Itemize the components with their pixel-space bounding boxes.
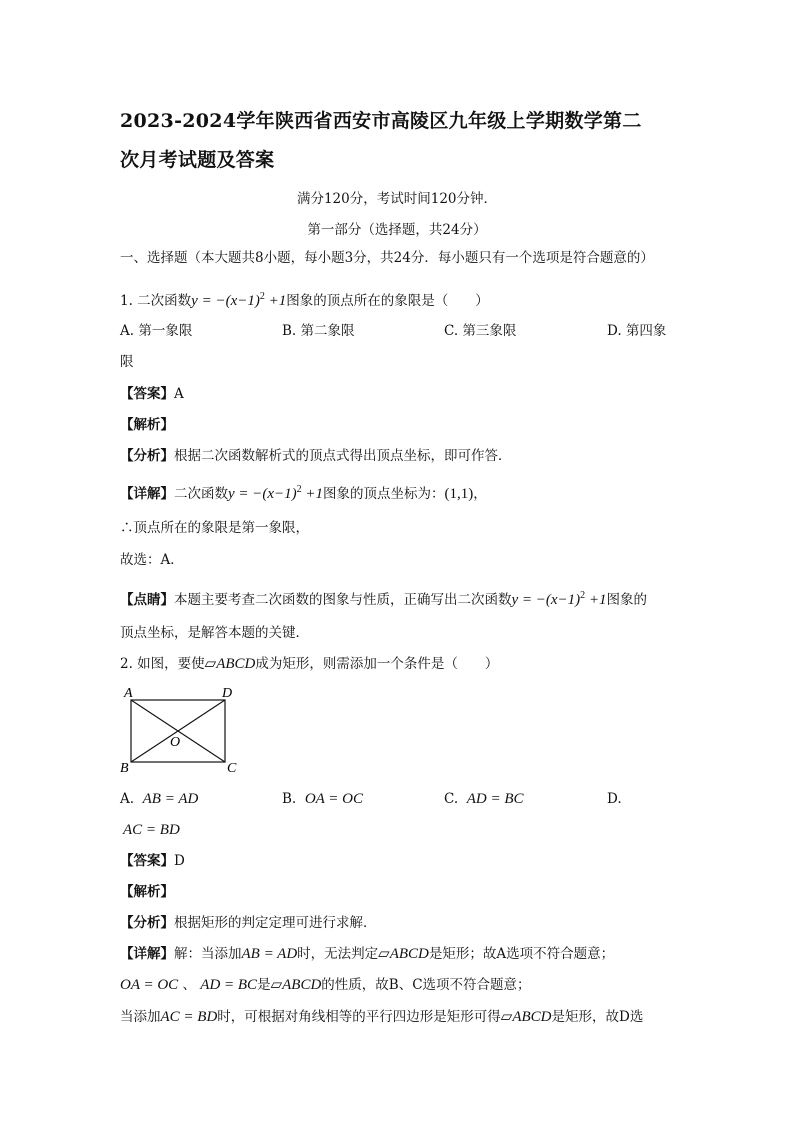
- question-2-option-a: A. AB = AD: [120, 791, 199, 807]
- question-1-option-b: B. 第二象限: [282, 323, 355, 339]
- question-1-option-a: A. 第一象限: [120, 323, 193, 339]
- question-2-detail-3: 当添加AC = BD时，可根据对角线相等的平行四边形是矩形可得▱ABCD是矩形，故D选: [120, 1009, 644, 1025]
- question-1-suffix: 图象的顶点所在的象限是（ ）: [286, 293, 489, 309]
- question-2-analysis-label: 【解析】: [120, 884, 174, 900]
- label-a: A: [124, 686, 133, 701]
- question-1-option-d-wrap: 限: [120, 354, 134, 370]
- question-1-analysis-label: 【解析】: [120, 417, 174, 433]
- question-2-detail-1: 【详解】解：当添加AB = AD时，无法判定▱ABCD是矩形；故A选项不符合题意；: [120, 946, 615, 962]
- question-1-option-d: D. 第四象: [607, 323, 667, 339]
- question-1-dianjing: 【点睛】本题主要考查二次函数的图象与性质，正确写出二次函数$y = -(x-1)^2 +1$图象的: [120, 590, 648, 608]
- question-1-xiangjie: 【详解】二次函数$y = -(x-1)^2 +1$图象的顶点坐标为：(1,1)，: [120, 484, 487, 502]
- question-2-detail-2: OA = OC 、 AD = BC是▱ABCD的性质，故B、C选项不符合题意；: [120, 977, 531, 993]
- question-1-prefix: 1. 二次函数: [120, 293, 192, 309]
- question-2-option-d: D.: [607, 791, 622, 807]
- question-1-option-c: C. 第三象限: [444, 323, 517, 339]
- document-title-line2: 次月考试题及答案: [120, 149, 275, 171]
- question-1-formula: $y = -(x-1)^2 +1$: [191, 291, 287, 309]
- rectangle-figure: [118, 684, 248, 776]
- question-2-answer: 【答案】D: [120, 853, 185, 869]
- document-title-line1: 2023-2024学年陕西省西安市高陵区九年级上学期数学第二: [120, 110, 642, 132]
- vertex-point: (1,1): [444, 486, 474, 502]
- question-2-fenxi: 【分析】根据矩形的判定定理可进行求解．: [120, 915, 377, 931]
- question-1-dianjing-line2: 顶点坐标，是解答本题的关键．: [120, 625, 309, 641]
- question-1-therefore: ∴顶点所在的象限是第一象限，: [120, 520, 309, 536]
- question-2-option-d-wrap: AC = BD: [123, 822, 180, 838]
- xiangjie-formula: $y = -(x-1)^2 +1$: [228, 484, 324, 502]
- dianjing-formula: $y = -(x-1)^2 +1$: [511, 590, 607, 608]
- question-1-answer: 【答案】A: [120, 386, 184, 402]
- part-heading: 第一部分（选择题，共24分）: [307, 222, 487, 238]
- label-o: O: [170, 735, 181, 750]
- question-1-choose: 故选：A．: [120, 552, 184, 568]
- question-1-stem: [120, 288, 489, 310]
- label-c: C: [227, 761, 237, 776]
- question-2-stem: 2. 如图，要使▱ABCD成为矩形，则需添加一个条件是（ ）: [120, 656, 499, 672]
- label-d: D: [222, 686, 233, 701]
- parallelogram-symbol: ▱ABCD: [204, 656, 256, 672]
- score-info: 满分120分，考试时间120分钟．: [296, 191, 498, 207]
- label-b: B: [120, 761, 129, 776]
- question-1-fenxi: 【分析】根据二次函数解析式的顶点式得出顶点坐标，即可作答．: [120, 448, 512, 464]
- question-2-option-b: B. OA = OC: [282, 791, 363, 807]
- section-heading: 一、选择题（本大题共8小题，每小题3分，共24分．每小题只有一个选项是符合题意的）: [120, 250, 654, 266]
- question-2-option-c: C. AD = BC: [444, 791, 524, 807]
